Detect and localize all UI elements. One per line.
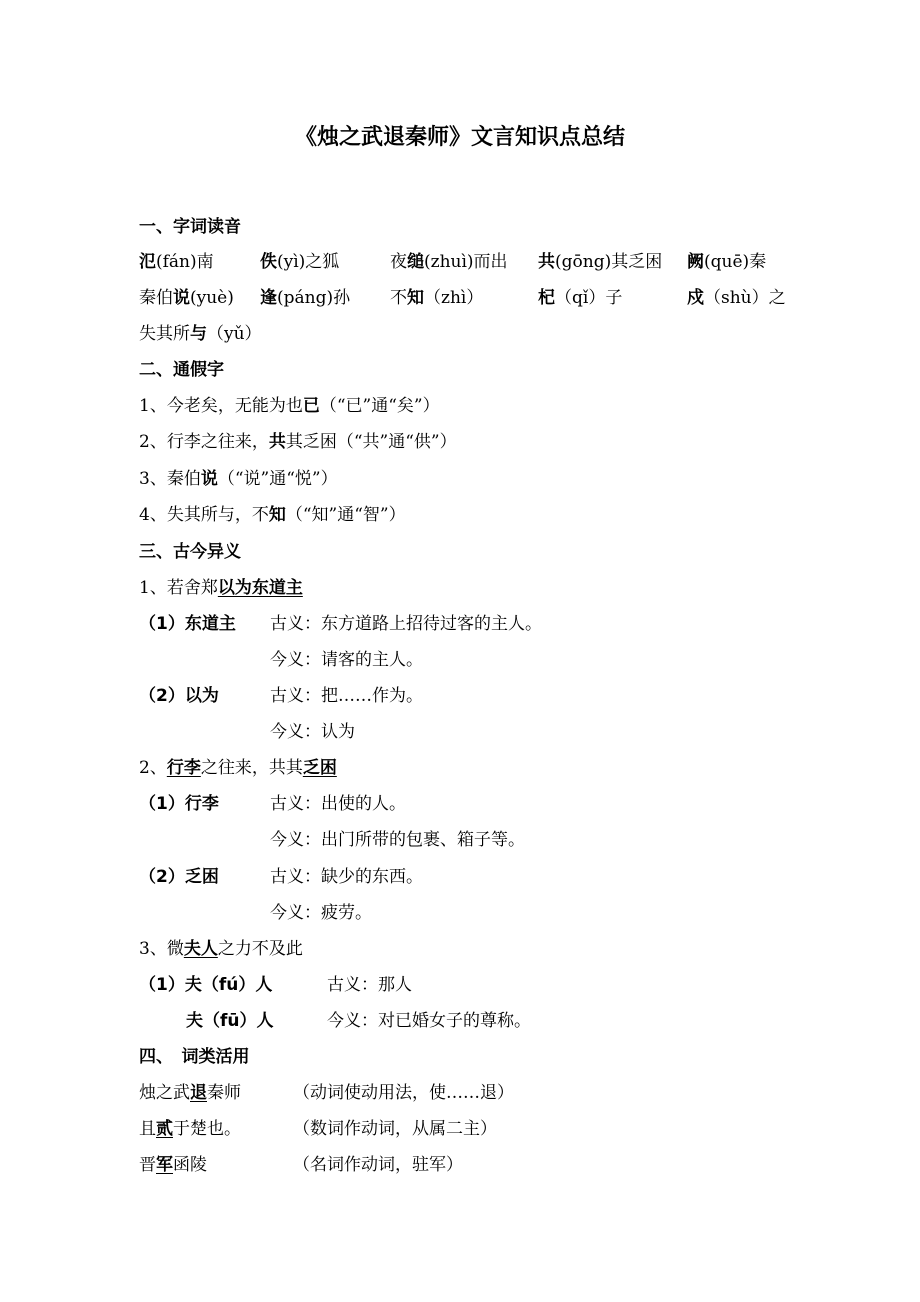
page-title: 《烛之武退秦师》文言知识点总结 bbox=[294, 125, 625, 150]
document-page: 《烛之武退秦师》文言知识点总结 一、字词读音 氾(fán)南 佚(yì)之狐 夜缒(zhuì)而出 共(gōng)其乏困 阙(quē)秦 秦伯说(yuè) 逢(páng)孙 不知（zhì） 杞（qǐ）子 戍（shù）之 失其所与（yǔ） 二、通假字 1、今老矣，无能为也已（“已”通“矣”） 2、行李之往来，共其乏困（“共”通“供”） 3、秦伯说（“说”通“悦”） 4、失其所与，不知（“知”通“智”） 三、古今异义 1、若舍郑以为东道主 （1）东道主 古义：东方道路上招待过客的主人。 今义：请客的主人。 （2）以为 古义：把……作为。 今义：认为 2、行李之往来，共其乏困 （1）行李 古义：出使的人。 今义：出门所带的包裹、箱子等。 （2）乏困 古义：缺少的东西。 今义：疲劳。 3、微夫人之力不及此 （1）夫（fú）人 古义：那人 夫（fū）人 今义：对已婚女子的尊称。 四、 词类活用 烛之武退秦师 （动词使动用法，使……退） 且贰于楚也。 （数词作动词，从属二主） 晋军函陵 （名词作动词，驻军） bbox=[0, 0, 920, 1302]
gujin-modern-meaning: 今义：认为 bbox=[270, 722, 355, 742]
gujin-label: （1）夫（fú）人 bbox=[139, 975, 273, 995]
pron-item: 戍（shù）之 bbox=[687, 288, 786, 308]
gujin-ancient-meaning: 古义：把……作为。 bbox=[270, 686, 423, 706]
pron-item: 秦伯说(yuè) bbox=[139, 288, 234, 308]
gujin-example: 3、微夫人之力不及此 bbox=[139, 939, 303, 959]
pron-item: 阙(quē)秦 bbox=[687, 252, 767, 272]
pronunciation-row-3: 失其所与（yǔ） bbox=[139, 324, 262, 344]
gujin-modern-meaning: 今义：对已婚女子的尊称。 bbox=[327, 1011, 531, 1031]
section-heading-cilei: 四、 词类活用 bbox=[139, 1047, 250, 1067]
gujin-example: 2、行李之往来，共其乏困 bbox=[139, 758, 337, 778]
section-heading-pronunciation: 一、字词读音 bbox=[139, 217, 241, 237]
cilei-note: （名词作动词，驻军） bbox=[293, 1155, 463, 1175]
gujin-modern-meaning: 今义：出门所带的包裹、箱子等。 bbox=[270, 830, 525, 850]
gujin-ancient-meaning: 古义：缺少的东西。 bbox=[270, 867, 423, 887]
gujin-ancient-meaning: 古义：出使的人。 bbox=[270, 794, 406, 814]
tongjia-item: 4、失其所与，不知（“知”通“智”） bbox=[139, 505, 406, 525]
pron-item: 氾(fán)南 bbox=[139, 252, 214, 272]
tongjia-item: 1、今老矣，无能为也已（“已”通“矣”） bbox=[139, 396, 440, 416]
section-heading-tongjia: 二、通假字 bbox=[139, 360, 224, 380]
gujin-modern-meaning: 今义：请客的主人。 bbox=[270, 650, 423, 670]
gujin-ancient-meaning: 古义：那人 bbox=[327, 975, 412, 995]
pron-item: 共(gōng)其乏困 bbox=[538, 252, 663, 272]
gujin-label: 夫（fū）人 bbox=[186, 1011, 274, 1031]
pron-item: 逢(páng)孙 bbox=[260, 288, 351, 308]
tongjia-item: 2、行李之往来，共其乏困（“共”通“供”） bbox=[139, 432, 457, 452]
gujin-modern-meaning: 今义：疲劳。 bbox=[270, 903, 372, 923]
gujin-ancient-meaning: 古义：东方道路上招待过客的主人。 bbox=[270, 614, 542, 634]
pron-item: 夜缒(zhuì)而出 bbox=[390, 252, 508, 272]
tongjia-item: 3、秦伯说（“说”通“悦”） bbox=[139, 469, 338, 489]
gujin-label: （1）行李 bbox=[139, 794, 219, 814]
gujin-label: （1）东道主 bbox=[139, 614, 236, 634]
pron-item: 不知（zhì） bbox=[390, 288, 484, 308]
gujin-label: （2）以为 bbox=[139, 686, 219, 706]
cilei-note: （动词使动用法，使……退） bbox=[293, 1083, 514, 1103]
pron-item: 佚(yì)之狐 bbox=[260, 252, 340, 272]
section-heading-gujin: 三、古今异义 bbox=[139, 542, 241, 562]
pron-item: 杞（qǐ）子 bbox=[538, 288, 623, 308]
gujin-example: 1、若舍郑以为东道主 bbox=[139, 578, 303, 598]
cilei-note: （数词作动词，从属二主） bbox=[293, 1119, 497, 1139]
gujin-label: （2）乏困 bbox=[139, 867, 219, 887]
